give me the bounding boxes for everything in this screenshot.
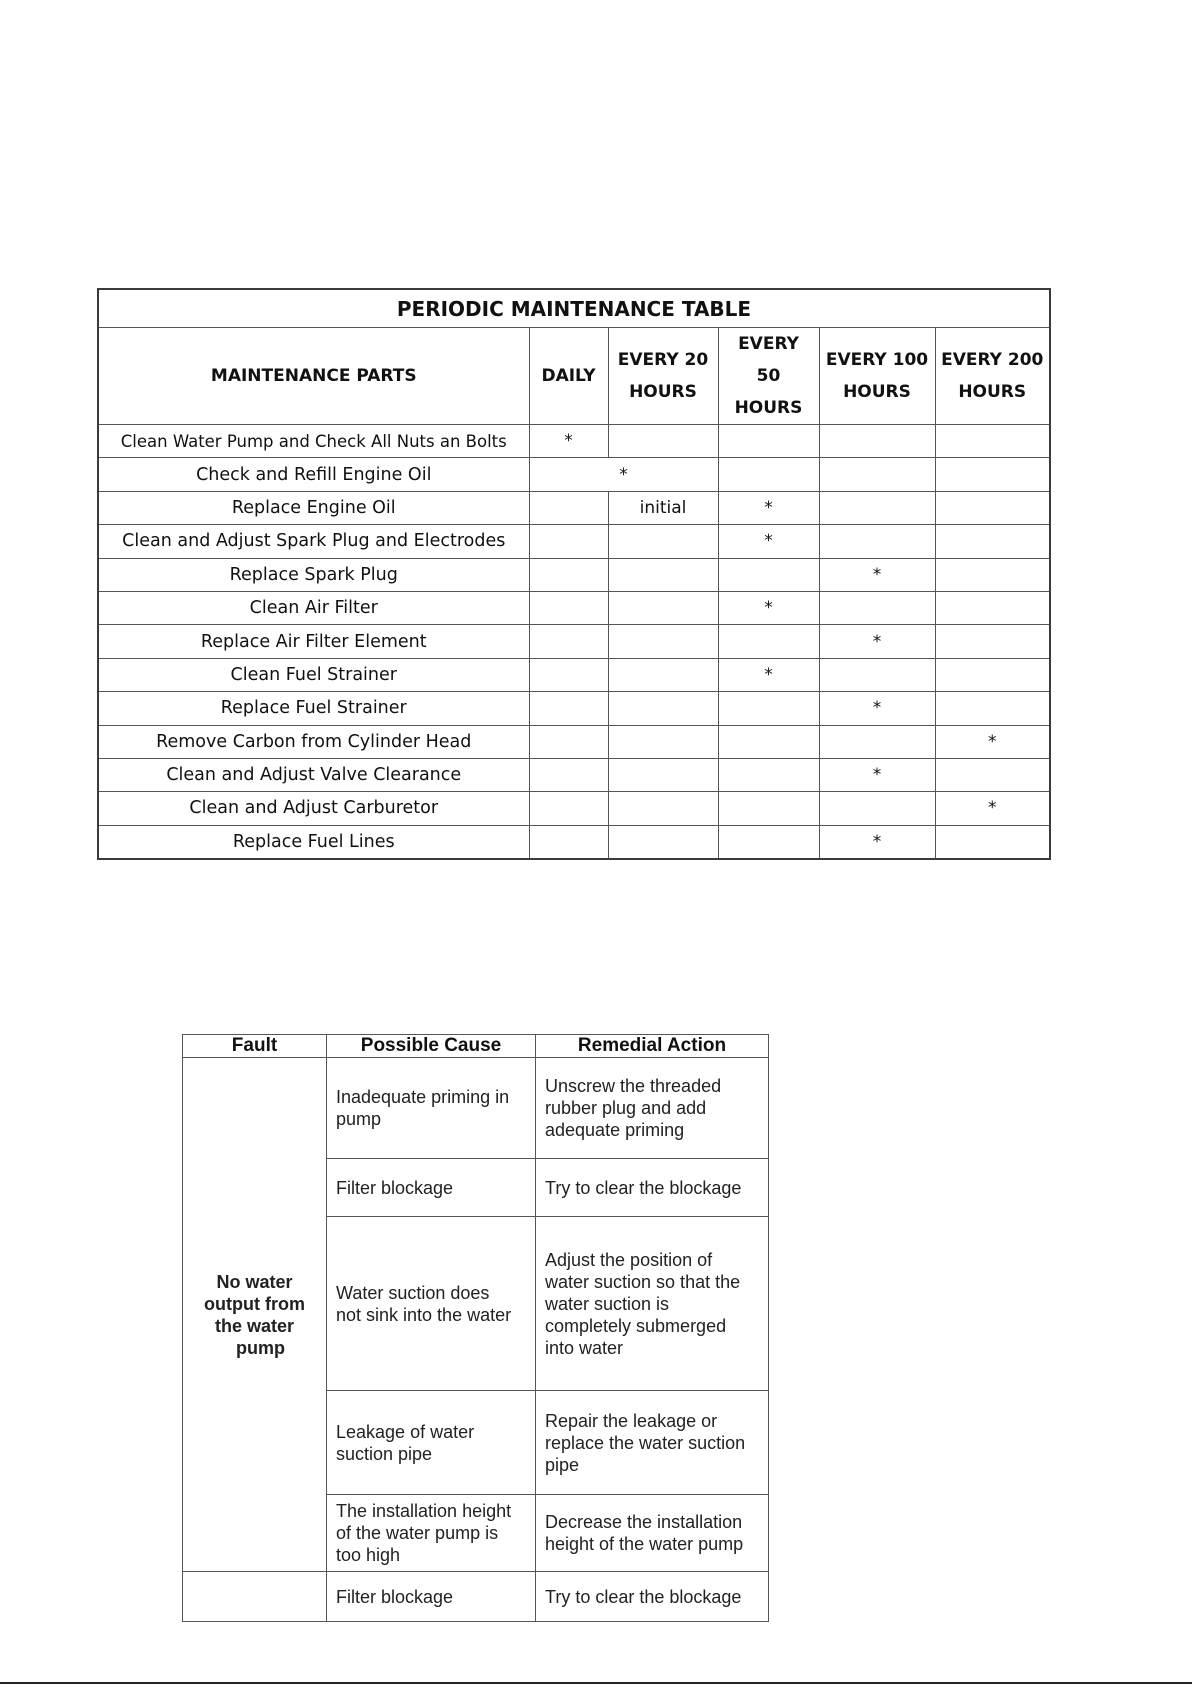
- maintenance-part: Clean Fuel Strainer: [98, 658, 529, 691]
- daily-cell: [529, 658, 608, 691]
- table-row: [98, 525, 1050, 558]
- every-200-cell: [935, 425, 1050, 458]
- every-20-cell: [608, 591, 718, 624]
- fault-line: the water: [214, 1315, 295, 1336]
- maintenance-part: Clean Air Filter: [98, 591, 529, 624]
- periodic-maintenance-table: [97, 288, 1051, 860]
- troubleshooting-header-row: [183, 1035, 769, 1058]
- header-every-100-hours: [819, 328, 935, 425]
- cause-line: Filter blockage: [336, 1586, 454, 1607]
- every-50-cell: [718, 558, 819, 591]
- every-100-cell: *: [819, 558, 935, 591]
- maintenance-part: Clean and Adjust Carburetor: [98, 792, 529, 825]
- table-row: [98, 692, 1050, 725]
- action-line: replace the water suction: [545, 1432, 746, 1453]
- maintenance-part: Replace Engine Oil: [98, 491, 529, 524]
- maintenance-part: Replace Spark Plug: [98, 558, 529, 591]
- every-200-cell: [935, 758, 1050, 791]
- cause-line: not sink into the water: [336, 1304, 512, 1325]
- maintenance-part: Clean and Adjust Valve Clearance: [98, 758, 529, 791]
- every-50-cell: [718, 458, 819, 491]
- cause-line: Inadequate priming in: [336, 1087, 510, 1107]
- fault-line: pump: [236, 1337, 285, 1358]
- fault-line: output from: [204, 1293, 305, 1314]
- action-line: pipe: [545, 1454, 580, 1475]
- every-200-cell: [935, 491, 1050, 524]
- header-line: EVERY 200: [941, 350, 1044, 370]
- header-every-20-hours: [608, 328, 718, 425]
- header-every-200-hours: [935, 328, 1050, 425]
- maintenance-header-row: [98, 328, 1050, 425]
- every-20-cell: [608, 525, 718, 558]
- action-line: rubber plug and add: [545, 1098, 707, 1118]
- daily-cell: [529, 792, 608, 825]
- header-maintenance-parts: MAINTENANCE PARTS: [98, 328, 529, 425]
- action-line: completely submerged: [545, 1315, 727, 1336]
- every-50-cell: [718, 625, 819, 658]
- maintenance-part: Check and Refill Engine Oil: [98, 458, 529, 491]
- possible-cause: [327, 1391, 536, 1495]
- header-line: HOURS: [958, 382, 1027, 402]
- header-line: HOURS: [734, 398, 803, 418]
- maintenance-part: Clean Water Pump and Check All Nuts an Bolts: [98, 425, 529, 458]
- every-20-cell: initial: [608, 491, 718, 524]
- every-200-cell: [935, 458, 1050, 491]
- every-100-cell: *: [819, 758, 935, 791]
- every-200-cell: *: [935, 792, 1050, 825]
- every-100-cell: [819, 792, 935, 825]
- every-50-cell: [718, 725, 819, 758]
- cause-line: The installation height: [336, 1501, 512, 1521]
- every-200-cell: [935, 692, 1050, 725]
- every-100-cell: [819, 525, 935, 558]
- every-100-cell: [819, 425, 935, 458]
- table-row: [98, 725, 1050, 758]
- every-50-cell: [718, 692, 819, 725]
- maintenance-part: Remove Carbon from Cylinder Head: [98, 725, 529, 758]
- every-50-cell: *: [718, 525, 819, 558]
- header-line: HOURS: [843, 382, 911, 402]
- page-bottom-rule: [0, 1682, 1192, 1684]
- cause-line: pump: [336, 1109, 382, 1129]
- possible-cause: [327, 1058, 536, 1159]
- table-row: [98, 792, 1050, 825]
- table-row: [98, 491, 1050, 524]
- daily-cell: [529, 758, 608, 791]
- troubleshooting-table: [182, 1034, 769, 1622]
- every-100-cell: [819, 725, 935, 758]
- table-row: [98, 458, 1050, 491]
- cause-line: of the water pump is: [336, 1523, 499, 1543]
- cause-line: too high: [336, 1545, 401, 1565]
- every-20-cell: [608, 658, 718, 691]
- every-100-cell: *: [819, 825, 935, 859]
- every-100-cell: [819, 658, 935, 691]
- header-line: EVERY 100: [825, 350, 929, 370]
- action-line: Adjust the position of: [545, 1249, 713, 1270]
- header-line: EVERY 20: [617, 350, 709, 370]
- action-line: Repair the leakage or: [545, 1410, 718, 1431]
- daily-every-20-cell: *: [529, 458, 718, 491]
- cause-line: Leakage of water: [336, 1421, 475, 1442]
- action-line: Try to clear the blockage: [545, 1586, 742, 1607]
- table-row: [98, 425, 1050, 458]
- table-row: [98, 658, 1050, 691]
- action-line: water suction is: [545, 1293, 670, 1314]
- action-line: Decrease the installation: [545, 1512, 743, 1532]
- every-20-cell: [608, 792, 718, 825]
- daily-cell: [529, 692, 608, 725]
- every-100-cell: [819, 591, 935, 624]
- remedial-action: [536, 1495, 769, 1572]
- possible-cause: [327, 1217, 536, 1391]
- remedial-action: [536, 1391, 769, 1495]
- daily-cell: [529, 491, 608, 524]
- action-line: water suction so that the: [545, 1271, 741, 1292]
- every-200-cell: [935, 558, 1050, 591]
- maintenance-table-title: PERIODIC MAINTENANCE TABLE: [98, 289, 1050, 328]
- daily-cell: [529, 625, 608, 658]
- every-20-cell: [608, 758, 718, 791]
- table-row: [98, 825, 1050, 859]
- every-20-cell: [608, 725, 718, 758]
- every-200-cell: [935, 658, 1050, 691]
- maintenance-part: Replace Air Filter Element: [98, 625, 529, 658]
- maintenance-part: Replace Fuel Lines: [98, 825, 529, 859]
- maintenance-part: Replace Fuel Strainer: [98, 692, 529, 725]
- fault-description: [183, 1058, 327, 1572]
- header-daily: DAILY: [529, 328, 608, 425]
- possible-cause: [327, 1495, 536, 1572]
- header-remedial-action: Remedial Action: [536, 1035, 769, 1058]
- every-20-cell: [608, 625, 718, 658]
- every-200-cell: [935, 825, 1050, 859]
- every-50-cell: [718, 825, 819, 859]
- every-200-cell: [935, 525, 1050, 558]
- header-line: EVERY: [738, 334, 799, 354]
- daily-cell: [529, 725, 608, 758]
- every-200-cell: *: [935, 725, 1050, 758]
- daily-cell: *: [529, 425, 608, 458]
- remedial-action: [536, 1159, 769, 1217]
- action-line: Unscrew the threaded: [545, 1076, 722, 1096]
- header-every-50-hours: [718, 328, 819, 425]
- action-line: into water: [545, 1337, 624, 1358]
- remedial-action: [536, 1572, 769, 1622]
- every-200-cell: [935, 625, 1050, 658]
- every-20-cell: [608, 825, 718, 859]
- every-50-cell: [718, 792, 819, 825]
- every-20-cell: [608, 692, 718, 725]
- action-line: adequate priming: [545, 1120, 685, 1140]
- table-row: [183, 1572, 769, 1622]
- table-row: [98, 558, 1050, 591]
- daily-cell: [529, 591, 608, 624]
- every-50-cell: [718, 758, 819, 791]
- header-line: HOURS: [629, 382, 697, 402]
- cause-line: suction pipe: [336, 1443, 433, 1464]
- every-50-cell: *: [718, 658, 819, 691]
- daily-cell: [529, 558, 608, 591]
- maintenance-part: Clean and Adjust Spark Plug and Electrodes: [98, 525, 529, 558]
- header-possible-cause: Possible Cause: [327, 1035, 536, 1058]
- remedial-action: [536, 1217, 769, 1391]
- action-line: height of the water pump: [545, 1534, 744, 1554]
- every-100-cell: [819, 491, 935, 524]
- every-100-cell: *: [819, 692, 935, 725]
- fault-line: No water: [216, 1271, 293, 1292]
- remedial-action: [536, 1058, 769, 1159]
- table-row: [98, 591, 1050, 624]
- every-100-cell: *: [819, 625, 935, 658]
- every-20-cell: [608, 558, 718, 591]
- every-200-cell: [935, 591, 1050, 624]
- cause-line: Filter blockage: [336, 1177, 454, 1198]
- every-50-cell: [718, 425, 819, 458]
- possible-cause: [327, 1159, 536, 1217]
- daily-cell: [529, 825, 608, 859]
- every-50-cell: *: [718, 591, 819, 624]
- every-50-cell: *: [718, 491, 819, 524]
- cause-line: Water suction does: [336, 1282, 490, 1303]
- action-line: Try to clear the blockage: [545, 1177, 742, 1198]
- every-20-cell: [608, 425, 718, 458]
- every-100-cell: [819, 458, 935, 491]
- header-fault: Fault: [183, 1035, 327, 1058]
- header-line: 50: [756, 366, 781, 386]
- possible-cause: [327, 1572, 536, 1622]
- table-row: [98, 758, 1050, 791]
- table-row: [98, 625, 1050, 658]
- daily-cell: [529, 525, 608, 558]
- empty-fault-cell: [183, 1572, 327, 1622]
- table-row: [183, 1058, 769, 1159]
